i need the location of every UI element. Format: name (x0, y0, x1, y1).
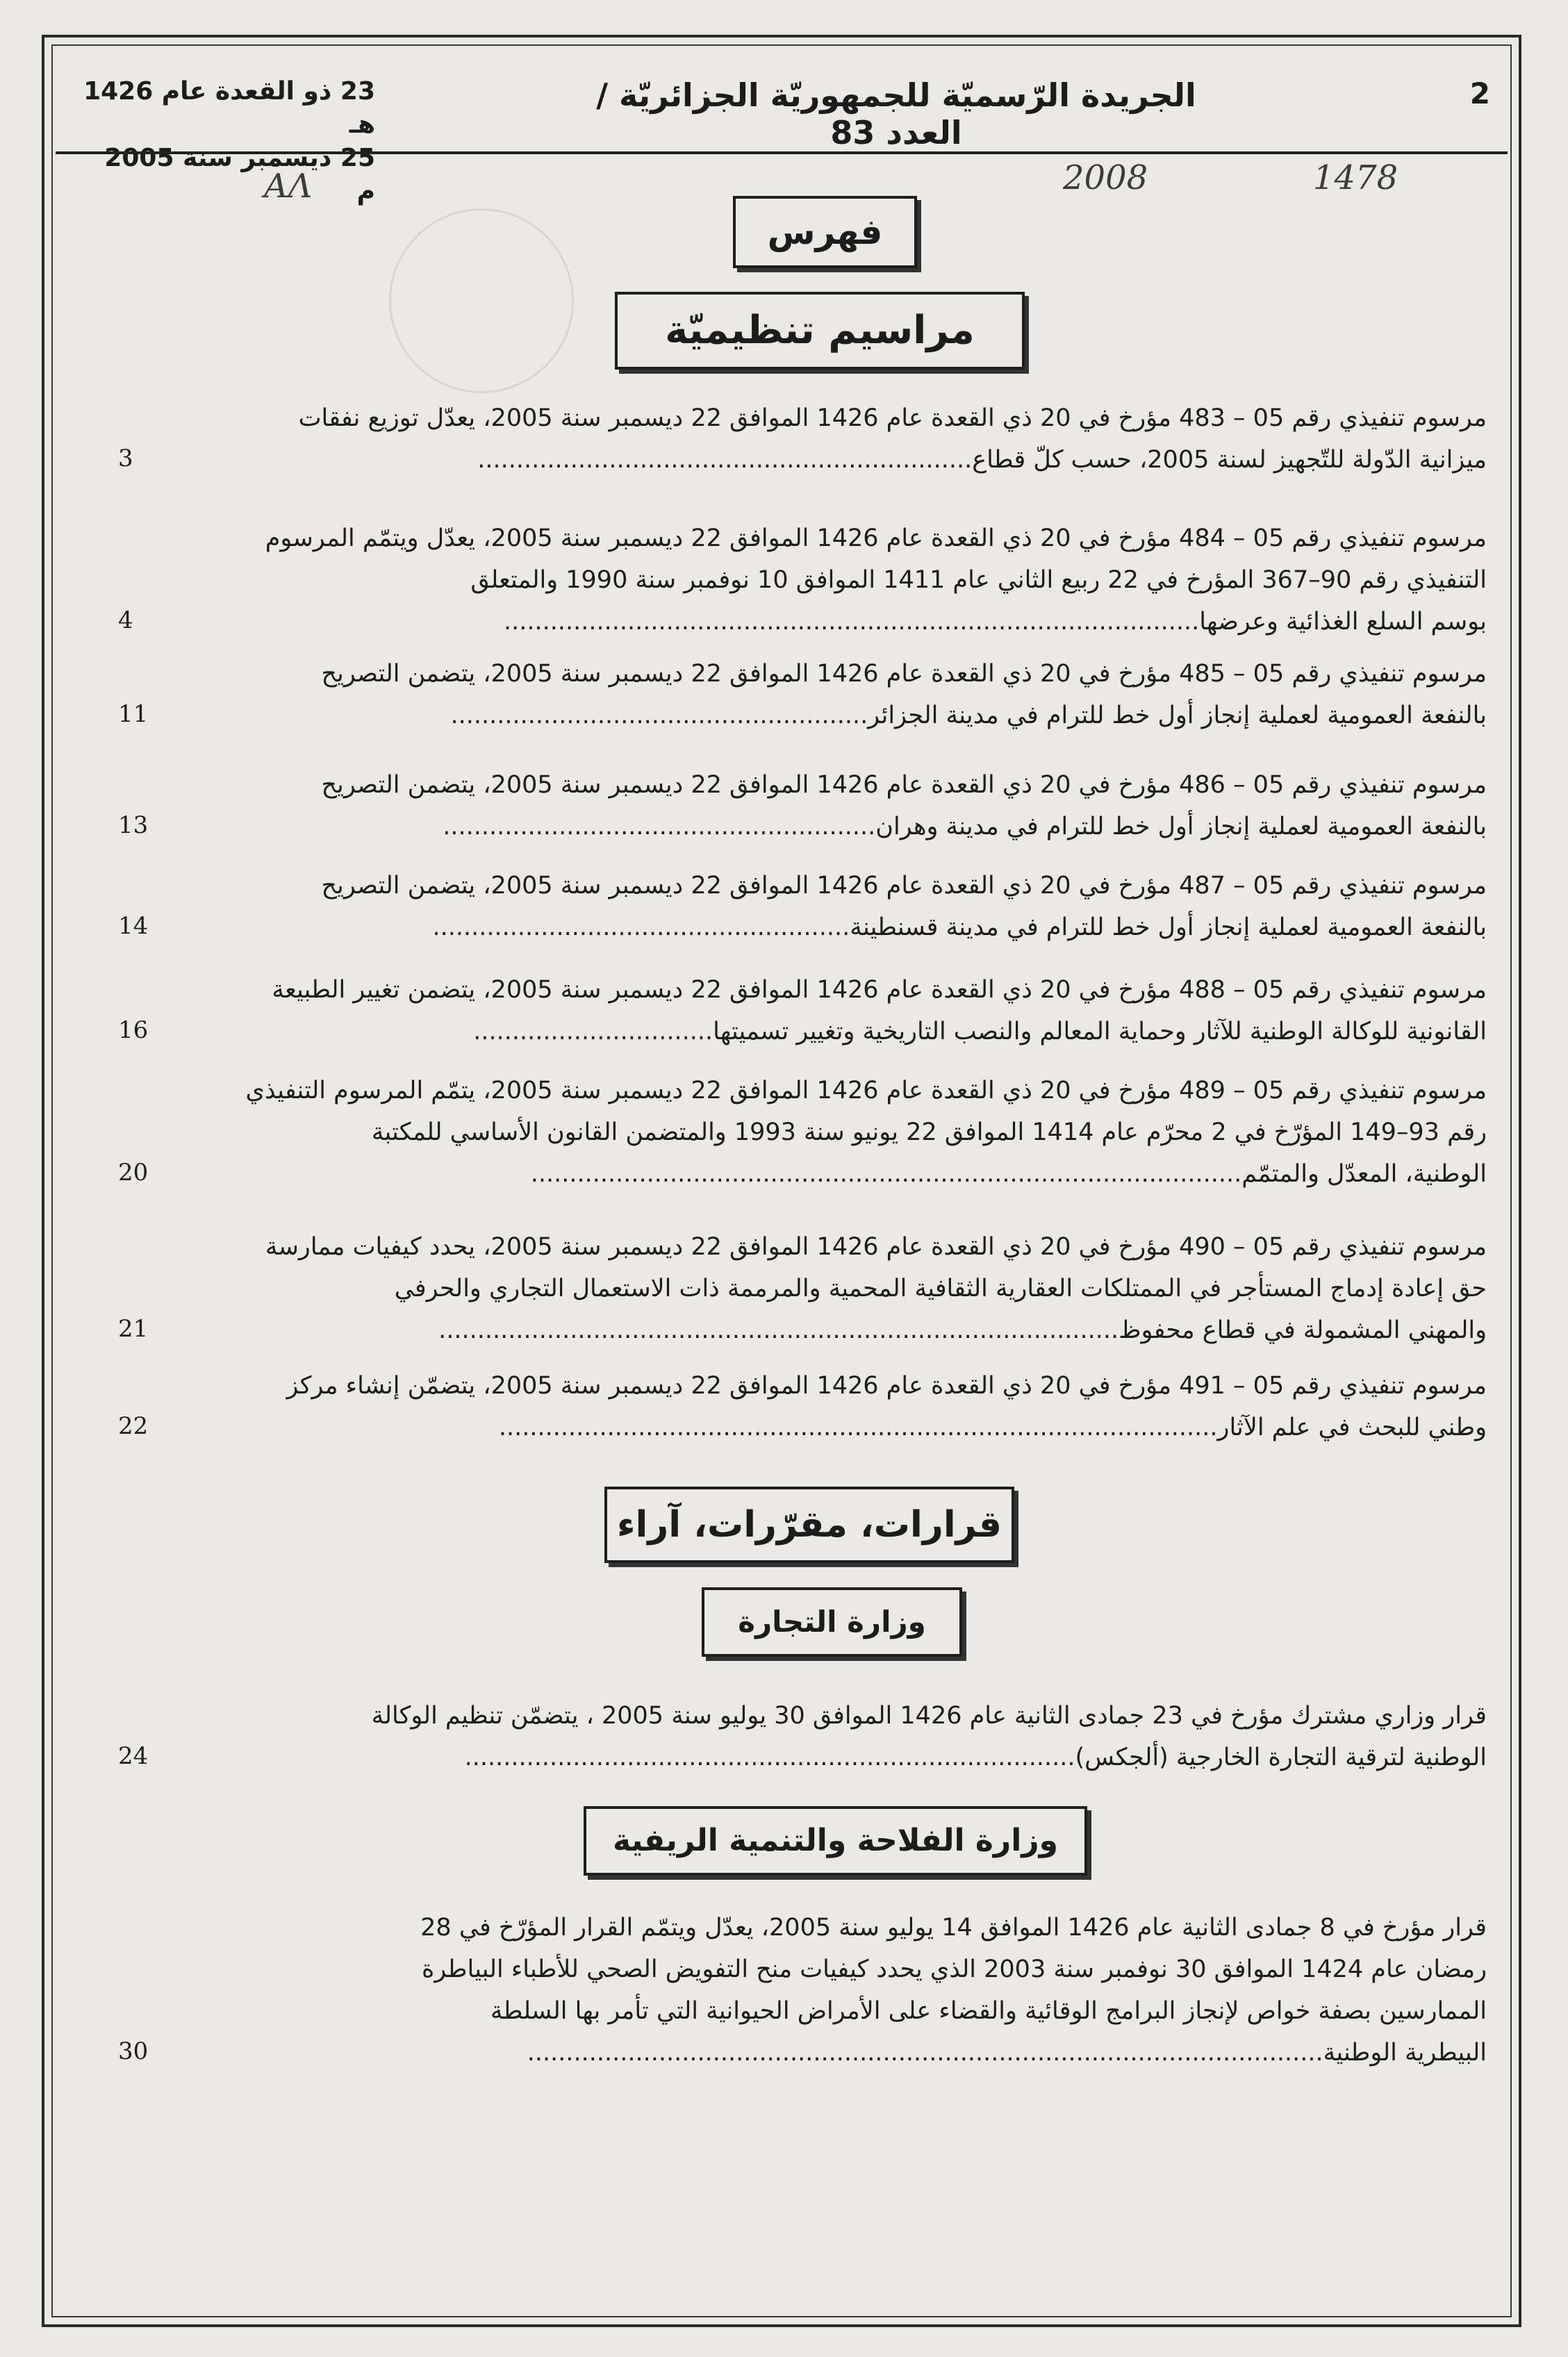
toc-entry-line: قرار مؤرخ في 8 جمادى الثانية عام 1426 الموافق 14 يوليو سنة 2005، يعدّل ويتمّم القرار المؤرّخ في 28 (420, 1914, 1487, 1942)
toc-entry-line: القانونية للوكالة الوطنية للآثار وحماية المعالم والنصب التاريخية وتغيير تسميتها............................... (473, 1018, 1487, 1045)
index-title: فهرس (733, 196, 917, 268)
toc-entry-line: رقم 93–149 المؤرّخ في 2 محرّم عام 1414 الموافق 22 يونيو سنة 1993 والمتضمن القانون الأساسي للمكتبة (371, 1118, 1487, 1146)
toc-entry (146, 1907, 1487, 2074)
toc-page-reference: 24 (118, 1742, 149, 1770)
toc-entry (146, 518, 1487, 643)
toc-entry (146, 1070, 1487, 1195)
decrees-section-title: مراسيم تنظيميّة (615, 292, 1025, 370)
toc-entry-line: مرسوم تنفيذي رقم 05 – 491 مؤرخ في 20 ذي القعدة عام 1426 الموافق 22 ديسمبر سنة 2005، يتضمّن إنشاء مركز (286, 1372, 1487, 1400)
toc-entry (146, 969, 1487, 1052)
toc-page-reference: 14 (118, 912, 149, 940)
toc-entry (146, 653, 1487, 736)
issue-date (83, 75, 375, 208)
toc-entry-line: مرسوم تنفيذي رقم 05 – 489 مؤرخ في 20 ذي القعدة عام 1426 الموافق 22 ديسمبر سنة 2005، يتمّم المرسوم التنفيذي (245, 1077, 1487, 1105)
toc-entry-line: مرسوم تنفيذي رقم 05 – 487 مؤرخ في 20 ذي القعدة عام 1426 الموافق 22 ديسمبر سنة 2005، يتضمن التصريح (321, 872, 1487, 900)
toc-entry-line: مرسوم تنفيذي رقم 05 – 485 مؤرخ في 20 ذي القعدة عام 1426 الموافق 22 ديسمبر سنة 2005، يتضمن التصريح (321, 660, 1487, 688)
handwritten-mark-left: ΑΛ (264, 167, 313, 206)
toc-entry (146, 865, 1487, 948)
toc-entry-line: بالنفعة العمومية لعملية إنجاز أول خط للترام في مدينة قسنطينة...................................................... (432, 913, 1487, 941)
toc-entry-line: مرسوم تنفيذي رقم 05 – 486 مؤرخ في 20 ذي القعدة عام 1426 الموافق 22 ديسمبر سنة 2005، يتضمن التصريح (321, 771, 1487, 799)
gregorian-date: 25 ديسمبر سنة 2005 م (104, 144, 375, 206)
decisions-section-title: قرارات، مقرّرات، آراء (604, 1487, 1014, 1563)
header-divider (56, 151, 1508, 154)
toc-page-reference: 16 (118, 1016, 149, 1044)
toc-page-reference: 13 (118, 811, 149, 839)
toc-entry-line: بوسم السلع الغذائية وعرضها.......................................................................................... (504, 608, 1487, 636)
toc-entry (146, 1226, 1487, 1351)
toc-page-reference: 4 (118, 606, 133, 634)
toc-entry-line: التنفيذي رقم 90–367 المؤرخ في 22 ربيع الثاني عام 1411 الموافق 10 نوفمبر سنة 1990 والمتعلق (470, 566, 1487, 594)
toc-page-reference: 20 (118, 1159, 149, 1186)
ministry-agriculture-title: وزارة الفلاحة والتنمية الريفية (584, 1806, 1087, 1876)
toc-entry-line: مرسوم تنفيذي رقم 05 – 484 مؤرخ في 20 ذي القعدة عام 1426 الموافق 22 ديسمبر سنة 2005، يعدّل ويتمّم المرسوم (265, 524, 1487, 552)
toc-entry-line: ميزانية الدّولة للتّجهيز لسنة 2005، حسب كلّ قطاع................................................................ (477, 446, 1487, 474)
toc-page-reference: 22 (118, 1412, 149, 1440)
toc-entry-line: مرسوم تنفيذي رقم 05 – 490 مؤرخ في 20 ذي القعدة عام 1426 الموافق 22 ديسمبر سنة 2005، يحدد كيفيات ممارسة (265, 1233, 1487, 1261)
toc-entry (146, 1365, 1487, 1448)
toc-entry-line: حق إعادة إدماج المستأجر في الممتلكات العقارية الثقافية المحمية والمرممة ذات الاستعمال التجاري والحرفي (394, 1275, 1487, 1302)
toc-entry-line: رمضان عام 1424 الموافق 30 نوفمبر سنة 2003 الذي يحدد كيفيات منح التفويض الصحي للأطباء البياطرة (422, 1955, 1487, 1983)
hijri-date: 23 ذو القعدة عام 1426 هـ (83, 77, 375, 139)
toc-page-reference: 11 (118, 700, 149, 728)
toc-entry-line: مرسوم تنفيذي رقم 05 – 488 مؤرخ في 20 ذي القعدة عام 1426 الموافق 22 ديسمبر سنة 2005، يتضمن تغيير الطبيعة (272, 976, 1487, 1004)
toc-entry-line: الوطنية لترقية التجارة الخارجية (ألجكس)............................................................................... (464, 1744, 1487, 1771)
toc-entry-line: والمهني المشمولة في قطاع محفوظ........................................................................................ (438, 1316, 1487, 1344)
gazette-title: الجريدة الرّسميّة للجمهوريّة الجزائريّة / العدد 83 (596, 76, 1196, 151)
toc-entry (146, 1695, 1487, 1778)
toc-page-reference: 21 (118, 1315, 149, 1343)
toc-entry-line: الوطنية، المعدّل والمتمّم............................................................................................ (530, 1160, 1487, 1188)
toc-entry (146, 764, 1487, 847)
handwritten-number: 1478 (1313, 158, 1398, 197)
page-number: 2 (1469, 76, 1490, 110)
handwritten-year: 2008 (1063, 158, 1148, 197)
faded-stamp (389, 208, 574, 393)
toc-entry-line: الممارسين بصفة خواص لإنجاز البرامج الوقائية والقضاء على الأمراض الحيوانية التي تأمر بها السلطة (490, 1997, 1487, 2025)
toc-entry-line: بالنفعة العمومية لعملية إنجاز أول خط للترام في مدينة الجزائر...................................................... (450, 702, 1487, 729)
toc-entry-line: بالنفعة العمومية لعملية إنجاز أول خط للترام في مدينة وهران........................................................ (443, 813, 1487, 841)
toc-entry-line: قرار وزاري مشترك مؤرخ في 23 جمادى الثانية عام 1426 الموافق 30 يوليو سنة 2005 ، يتضمّن تنظيم الوكالة (371, 1702, 1487, 1730)
toc-entry-line: وطني للبحث في علم الآثار............................................................................................. (498, 1414, 1487, 1441)
toc-page-reference: 3 (118, 445, 133, 472)
toc-entry (146, 397, 1487, 481)
toc-page-reference: 30 (118, 2037, 149, 2065)
ministry-commerce-title: وزارة التجارة (702, 1587, 962, 1657)
toc-entry-line: البيطرية الوطنية....................................................................................................... (527, 2039, 1487, 2067)
toc-entry-line: مرسوم تنفيذي رقم 05 – 483 مؤرخ في 20 ذي القعدة عام 1426 الموافق 22 ديسمبر سنة 2005، يعدّل توزيع نفقات (298, 404, 1487, 432)
